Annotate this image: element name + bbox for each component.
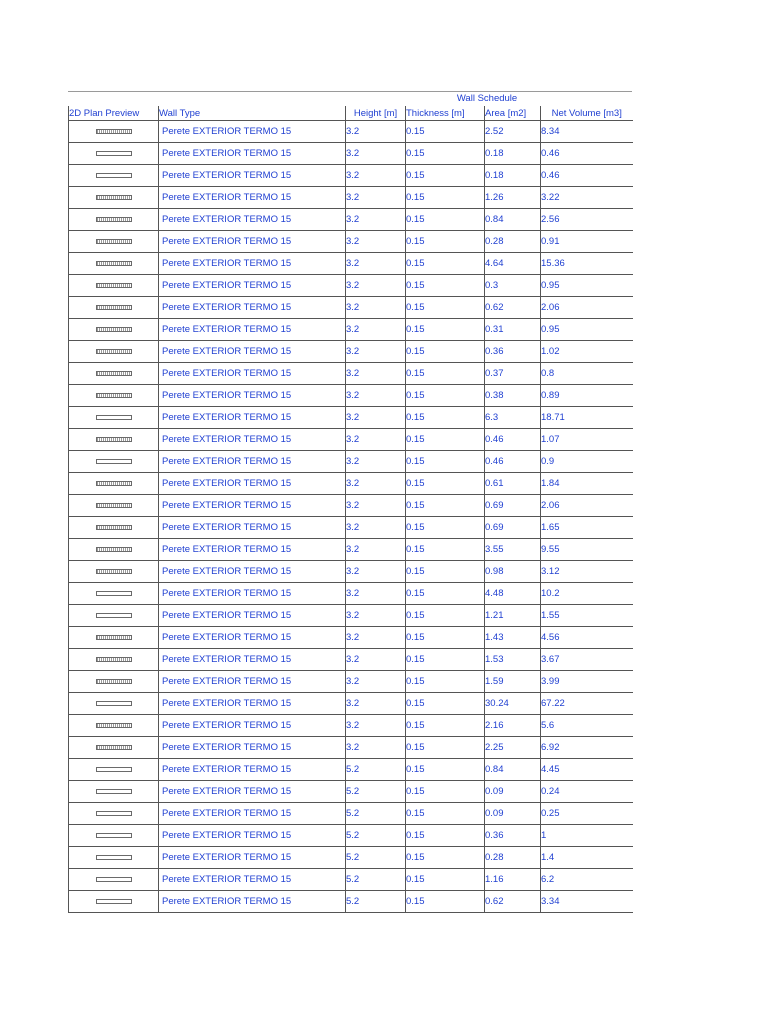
net-volume-cell: 18.71 [541,407,633,429]
net-volume-cell: 6.2 [541,869,633,891]
table-row [69,121,633,143]
height-cell: 3.2 [346,605,406,627]
wall-type-cell: Perete EXTERIOR TERMO 15 [159,429,346,451]
wall-type-cell: Perete EXTERIOR TERMO 15 [159,209,346,231]
thickness-cell: 0.15 [406,869,485,891]
height-cell: 5.2 [346,891,406,913]
preview-cell [69,869,159,891]
height-cell: 3.2 [346,341,406,363]
height-cell: 3.2 [346,649,406,671]
net-volume-cell: 5.6 [541,715,633,737]
height-cell: 3.2 [346,561,406,583]
thickness-cell: 0.15 [406,187,485,209]
plain-wall-icon [96,151,132,156]
area-cell: 4.48 [485,583,541,605]
height-cell: 3.2 [346,539,406,561]
height-cell: 3.2 [346,209,406,231]
wall-type-cell: Perete EXTERIOR TERMO 15 [159,627,346,649]
area-cell: 6.3 [485,407,541,429]
net-volume-cell: 67.22 [541,693,633,715]
area-cell: 2.52 [485,121,541,143]
preview-cell [69,451,159,473]
table-row [69,605,633,627]
preview-cell [69,517,159,539]
preview-cell [69,143,159,165]
preview-cell [69,253,159,275]
wall-type-cell: Perete EXTERIOR TERMO 15 [159,869,346,891]
thickness-cell: 0.15 [406,847,485,869]
area-cell: 0.62 [485,297,541,319]
area-cell: 0.61 [485,473,541,495]
height-cell: 3.2 [346,627,406,649]
preview-cell [69,341,159,363]
preview-cell [69,121,159,143]
net-volume-cell: 3.34 [541,891,633,913]
net-volume-cell: 0.95 [541,319,633,341]
schedule-title: Wall Schedule [456,93,518,104]
area-cell: 0.18 [485,165,541,187]
area-cell: 0.46 [485,451,541,473]
table-row [69,209,633,231]
thickness-cell: 0.15 [406,715,485,737]
height-cell: 5.2 [346,781,406,803]
preview-cell [69,649,159,671]
hatched-wall-icon [96,547,132,552]
thickness-cell: 0.15 [406,737,485,759]
thickness-cell: 0.15 [406,803,485,825]
header-net-volume: Net Volume [m3] [541,106,633,121]
header-area: Area [m2] [485,106,541,121]
wall-type-cell: Perete EXTERIOR TERMO 15 [159,341,346,363]
hatched-wall-icon [96,569,132,574]
net-volume-cell: 0.25 [541,803,633,825]
preview-cell [69,627,159,649]
height-cell: 3.2 [346,517,406,539]
area-cell: 2.16 [485,715,541,737]
area-cell: 1.59 [485,671,541,693]
preview-cell [69,539,159,561]
table-row [69,165,633,187]
table-row [69,649,633,671]
table-row [69,429,633,451]
table-row [69,517,633,539]
preview-cell [69,781,159,803]
net-volume-cell: 1.84 [541,473,633,495]
net-volume-cell: 1.55 [541,605,633,627]
table-row [69,627,633,649]
area-cell: 0.98 [485,561,541,583]
table-row [69,363,633,385]
preview-cell [69,209,159,231]
table-row [69,473,633,495]
preview-cell [69,561,159,583]
thickness-cell: 0.15 [406,495,485,517]
plain-wall-icon [96,855,132,860]
thickness-cell: 0.15 [406,627,485,649]
net-volume-cell: 8.34 [541,121,633,143]
hatched-wall-icon [96,129,132,134]
height-cell: 5.2 [346,847,406,869]
area-cell: 30.24 [485,693,541,715]
plain-wall-icon [96,415,132,420]
table-row [69,319,633,341]
preview-cell [69,429,159,451]
wall-type-cell: Perete EXTERIOR TERMO 15 [159,891,346,913]
wall-type-cell: Perete EXTERIOR TERMO 15 [159,649,346,671]
preview-cell [69,275,159,297]
table-row [69,869,633,891]
area-cell: 0.37 [485,363,541,385]
table-row [69,451,633,473]
height-cell: 3.2 [346,231,406,253]
wall-type-cell: Perete EXTERIOR TERMO 15 [159,561,346,583]
thickness-cell: 0.15 [406,209,485,231]
preview-cell [69,407,159,429]
wall-type-cell: Perete EXTERIOR TERMO 15 [159,803,346,825]
thickness-cell: 0.15 [406,319,485,341]
wall-type-cell: Perete EXTERIOR TERMO 15 [159,231,346,253]
wall-type-cell: Perete EXTERIOR TERMO 15 [159,671,346,693]
plain-wall-icon [96,811,132,816]
wall-type-cell: Perete EXTERIOR TERMO 15 [159,275,346,297]
hatched-wall-icon [96,349,132,354]
area-cell: 0.3 [485,275,541,297]
thickness-cell: 0.15 [406,143,485,165]
header-preview: 2D Plan Preview [69,106,159,121]
plain-wall-icon [96,173,132,178]
preview-cell [69,385,159,407]
net-volume-cell: 1.07 [541,429,633,451]
table-row [69,143,633,165]
wall-type-cell: Perete EXTERIOR TERMO 15 [159,539,346,561]
table-row [69,781,633,803]
height-cell: 3.2 [346,715,406,737]
height-cell: 3.2 [346,319,406,341]
height-cell: 3.2 [346,121,406,143]
height-cell: 3.2 [346,253,406,275]
wall-type-cell: Perete EXTERIOR TERMO 15 [159,605,346,627]
area-cell: 0.31 [485,319,541,341]
preview-cell [69,693,159,715]
height-cell: 3.2 [346,407,406,429]
header-wall-type: Wall Type [159,106,346,121]
table-row [69,583,633,605]
wall-type-cell: Perete EXTERIOR TERMO 15 [159,759,346,781]
hatched-wall-icon [96,371,132,376]
height-cell: 3.2 [346,297,406,319]
net-volume-cell: 1.4 [541,847,633,869]
net-volume-cell: 2.56 [541,209,633,231]
hatched-wall-icon [96,635,132,640]
net-volume-cell: 0.8 [541,363,633,385]
header-row [69,106,633,121]
plain-wall-icon [96,767,132,772]
plain-wall-icon [96,833,132,838]
table-row [69,759,633,781]
hatched-wall-icon [96,327,132,332]
table-row [69,539,633,561]
preview-cell [69,187,159,209]
area-cell: 0.84 [485,759,541,781]
preview-cell [69,737,159,759]
net-volume-cell: 4.56 [541,627,633,649]
plain-wall-icon [96,459,132,464]
preview-cell [69,319,159,341]
thickness-cell: 0.15 [406,363,485,385]
schedule-table [68,106,633,913]
hatched-wall-icon [96,283,132,288]
preview-cell [69,583,159,605]
wall-type-cell: Perete EXTERIOR TERMO 15 [159,165,346,187]
height-cell: 3.2 [346,429,406,451]
thickness-cell: 0.15 [406,165,485,187]
thickness-cell: 0.15 [406,693,485,715]
hatched-wall-icon [96,679,132,684]
area-cell: 0.09 [485,781,541,803]
height-cell: 3.2 [346,737,406,759]
net-volume-cell: 2.06 [541,297,633,319]
area-cell: 0.36 [485,341,541,363]
height-cell: 3.2 [346,451,406,473]
area-cell: 4.64 [485,253,541,275]
wall-type-cell: Perete EXTERIOR TERMO 15 [159,781,346,803]
area-cell: 0.36 [485,825,541,847]
preview-cell [69,671,159,693]
preview-cell [69,165,159,187]
plain-wall-icon [96,701,132,706]
hatched-wall-icon [96,745,132,750]
thickness-cell: 0.15 [406,649,485,671]
wall-type-cell: Perete EXTERIOR TERMO 15 [159,825,346,847]
height-cell: 3.2 [346,165,406,187]
hatched-wall-icon [96,525,132,530]
height-cell: 3.2 [346,693,406,715]
wall-type-cell: Perete EXTERIOR TERMO 15 [159,517,346,539]
net-volume-cell: 0.91 [541,231,633,253]
height-cell: 5.2 [346,759,406,781]
net-volume-cell: 3.99 [541,671,633,693]
area-cell: 1.21 [485,605,541,627]
thickness-cell: 0.15 [406,473,485,495]
wall-schedule [68,91,632,913]
thickness-cell: 0.15 [406,429,485,451]
net-volume-cell: 3.67 [541,649,633,671]
net-volume-cell: 0.95 [541,275,633,297]
height-cell: 3.2 [346,187,406,209]
header-thickness: Thickness [m] [406,106,485,121]
table-row [69,847,633,869]
area-cell: 0.09 [485,803,541,825]
preview-cell [69,495,159,517]
preview-cell [69,297,159,319]
table-row [69,275,633,297]
hatched-wall-icon [96,657,132,662]
height-cell: 5.2 [346,803,406,825]
net-volume-cell: 4.45 [541,759,633,781]
area-cell: 0.28 [485,847,541,869]
table-row [69,715,633,737]
hatched-wall-icon [96,217,132,222]
hatched-wall-icon [96,437,132,442]
thickness-cell: 0.15 [406,891,485,913]
preview-cell [69,825,159,847]
area-cell: 1.26 [485,187,541,209]
thickness-cell: 0.15 [406,561,485,583]
height-cell: 3.2 [346,495,406,517]
wall-type-cell: Perete EXTERIOR TERMO 15 [159,143,346,165]
preview-cell [69,803,159,825]
hatched-wall-icon [96,261,132,266]
plain-wall-icon [96,613,132,618]
thickness-cell: 0.15 [406,605,485,627]
plain-wall-icon [96,877,132,882]
area-cell: 0.84 [485,209,541,231]
preview-cell [69,363,159,385]
net-volume-cell: 3.12 [541,561,633,583]
net-volume-cell: 9.55 [541,539,633,561]
preview-cell [69,759,159,781]
area-cell: 0.38 [485,385,541,407]
table-row [69,341,633,363]
area-cell: 0.69 [485,495,541,517]
height-cell: 5.2 [346,825,406,847]
wall-type-cell: Perete EXTERIOR TERMO 15 [159,451,346,473]
schedule-title-row [68,91,632,106]
hatched-wall-icon [96,305,132,310]
height-cell: 3.2 [346,473,406,495]
area-cell: 1.53 [485,649,541,671]
net-volume-cell: 1 [541,825,633,847]
table-row [69,693,633,715]
net-volume-cell: 10.2 [541,583,633,605]
table-row [69,385,633,407]
table-row [69,253,633,275]
area-cell: 0.46 [485,429,541,451]
header-height: Height [m] [346,106,406,121]
thickness-cell: 0.15 [406,759,485,781]
table-row [69,803,633,825]
height-cell: 3.2 [346,275,406,297]
wall-type-cell: Perete EXTERIOR TERMO 15 [159,187,346,209]
hatched-wall-icon [96,393,132,398]
thickness-cell: 0.15 [406,297,485,319]
wall-type-cell: Perete EXTERIOR TERMO 15 [159,693,346,715]
net-volume-cell: 0.9 [541,451,633,473]
thickness-cell: 0.15 [406,341,485,363]
wall-type-cell: Perete EXTERIOR TERMO 15 [159,297,346,319]
wall-type-cell: Perete EXTERIOR TERMO 15 [159,847,346,869]
height-cell: 5.2 [346,869,406,891]
height-cell: 3.2 [346,671,406,693]
height-cell: 3.2 [346,385,406,407]
wall-type-cell: Perete EXTERIOR TERMO 15 [159,385,346,407]
preview-cell [69,473,159,495]
hatched-wall-icon [96,195,132,200]
hatched-wall-icon [96,723,132,728]
wall-type-cell: Perete EXTERIOR TERMO 15 [159,495,346,517]
thickness-cell: 0.15 [406,275,485,297]
net-volume-cell: 2.06 [541,495,633,517]
plain-wall-icon [96,591,132,596]
preview-cell [69,605,159,627]
preview-cell [69,231,159,253]
area-cell: 0.62 [485,891,541,913]
net-volume-cell: 3.22 [541,187,633,209]
table-row [69,561,633,583]
hatched-wall-icon [96,239,132,244]
hatched-wall-icon [96,481,132,486]
net-volume-cell: 6.92 [541,737,633,759]
area-cell: 0.18 [485,143,541,165]
table-row [69,671,633,693]
thickness-cell: 0.15 [406,407,485,429]
plain-wall-icon [96,789,132,794]
thickness-cell: 0.15 [406,385,485,407]
table-row [69,891,633,913]
thickness-cell: 0.15 [406,671,485,693]
area-cell: 0.28 [485,231,541,253]
thickness-cell: 0.15 [406,825,485,847]
wall-type-cell: Perete EXTERIOR TERMO 15 [159,253,346,275]
preview-cell [69,847,159,869]
area-cell: 2.25 [485,737,541,759]
wall-type-cell: Perete EXTERIOR TERMO 15 [159,737,346,759]
net-volume-cell: 0.89 [541,385,633,407]
thickness-cell: 0.15 [406,781,485,803]
area-cell: 1.43 [485,627,541,649]
table-row [69,737,633,759]
net-volume-cell: 0.46 [541,165,633,187]
net-volume-cell: 1.02 [541,341,633,363]
thickness-cell: 0.15 [406,121,485,143]
thickness-cell: 0.15 [406,583,485,605]
net-volume-cell: 0.24 [541,781,633,803]
wall-type-cell: Perete EXTERIOR TERMO 15 [159,121,346,143]
thickness-cell: 0.15 [406,517,485,539]
wall-type-cell: Perete EXTERIOR TERMO 15 [159,583,346,605]
thickness-cell: 0.15 [406,451,485,473]
table-row [69,495,633,517]
area-cell: 0.69 [485,517,541,539]
preview-cell [69,891,159,913]
net-volume-cell: 15.36 [541,253,633,275]
table-row [69,297,633,319]
hatched-wall-icon [96,503,132,508]
wall-type-cell: Perete EXTERIOR TERMO 15 [159,473,346,495]
height-cell: 3.2 [346,583,406,605]
table-row [69,825,633,847]
wall-type-cell: Perete EXTERIOR TERMO 15 [159,407,346,429]
wall-type-cell: Perete EXTERIOR TERMO 15 [159,319,346,341]
area-cell: 1.16 [485,869,541,891]
height-cell: 3.2 [346,143,406,165]
wall-type-cell: Perete EXTERIOR TERMO 15 [159,363,346,385]
area-cell: 3.55 [485,539,541,561]
table-row [69,407,633,429]
thickness-cell: 0.15 [406,231,485,253]
plain-wall-icon [96,899,132,904]
net-volume-cell: 0.46 [541,143,633,165]
table-row [69,187,633,209]
height-cell: 3.2 [346,363,406,385]
net-volume-cell: 1.65 [541,517,633,539]
wall-type-cell: Perete EXTERIOR TERMO 15 [159,715,346,737]
thickness-cell: 0.15 [406,253,485,275]
thickness-cell: 0.15 [406,539,485,561]
table-row [69,231,633,253]
preview-cell [69,715,159,737]
